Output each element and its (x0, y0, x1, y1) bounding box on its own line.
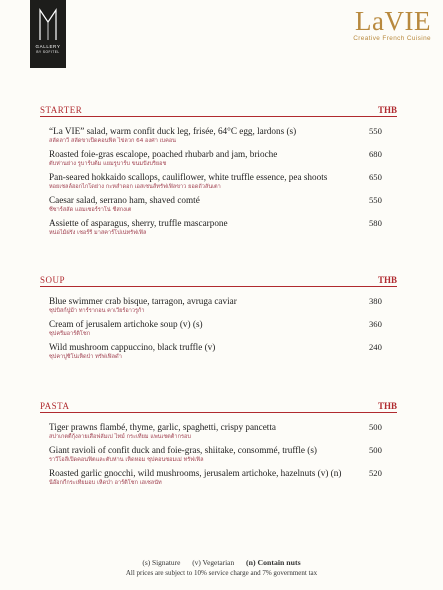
item-name: Caesar salad, serrano ham, shaved comté (49, 195, 200, 205)
item-thai: นีอ๊อกกี้กระเทียมอบ เห็ดป่า อาร์ติโชก เฮเซลนัท (49, 480, 162, 486)
currency-label: THB (377, 105, 397, 115)
item-thai: หน่อไม้ฝรั่ง เชอร์รี่ มาสคาร์โปเน่ทรัฟเฟิล (49, 230, 147, 236)
item-price: 550 (369, 126, 382, 136)
item-thai: ซีซาร์สลัด แฮมเซอร์ราโน่ ชีสกงเต (49, 207, 132, 213)
item-name: Pan-seared hokkaido scallops, cauliflower, white truffle essence, pea shoots (49, 172, 328, 182)
item-thai: ซุปครีมอาร์ติโชก (49, 331, 91, 337)
item-name: Roasted foie-gras escalope, poached rhubarb and jam, brioche (49, 149, 278, 159)
item-thai: ซุปคาปูชิโน่เห็ดป่า ทรัฟเฟิลดำ (49, 354, 122, 360)
logo-line-1: GALLERY (35, 44, 61, 49)
menu-item (40, 172, 397, 183)
menu-item (40, 319, 397, 330)
item-name: Giant ravioli of confit duck and foie-gras, shiitake, consommé, truffle (s) (49, 445, 317, 455)
item-price: 500 (369, 445, 382, 455)
menu-item (40, 195, 397, 206)
section-starter (40, 101, 397, 241)
menu-item (40, 468, 397, 479)
menu-item (40, 342, 397, 353)
menu-item (40, 445, 397, 456)
m-monogram-icon (37, 6, 59, 42)
legend (0, 558, 443, 567)
price-footnote: All prices are subject to 10% service charge and 7% government tax (125, 569, 318, 577)
brand-name-start: La (355, 6, 385, 36)
section-soup (40, 271, 397, 365)
section-header (40, 397, 397, 411)
item-name: Tiger prawns flambé, thyme, garlic, spaghetti, crispy pancetta (49, 422, 276, 432)
brand-name-end: VIE (384, 6, 431, 36)
item-thai: สปาเกตตี้กุ้งลายเสือฟลัมเบ่ ไทม์ กระเทียม แพนเชตต้ากรอบ (49, 434, 191, 440)
item-name: Cream of jerusalem artichoke soup (v) (s) (49, 319, 203, 329)
logo-line-2: BY SOFITEL (36, 50, 60, 54)
item-price: 520 (369, 468, 382, 478)
item-price: 580 (369, 218, 382, 228)
item-name: Assiette of asparagus, sherry, truffle mascarpone (49, 218, 228, 228)
currency-label: THB (377, 401, 397, 411)
menu-item (40, 149, 397, 160)
menu-item (40, 126, 397, 137)
item-price: 650 (369, 172, 382, 182)
section-pasta (40, 397, 397, 491)
item-thai: สลัดลาวี สลัดขาเป็ดคอนฟิต ไข่ลวก 64 องศา เบคอน (49, 138, 177, 144)
item-price: 240 (369, 342, 382, 352)
item-name: “La VIE” salad, warm confit duck leg, frisée, 64°C egg, lardons (s) (49, 126, 297, 136)
menu-item (40, 296, 397, 307)
item-name: Blue swimmer crab bisque, tarragon, avruga caviar (49, 296, 237, 306)
item-name: Wild mushroom cappuccino, black truffle (v) (49, 342, 216, 352)
item-price: 550 (369, 195, 382, 205)
la-vie-logo (353, 8, 431, 42)
section-header (40, 101, 397, 115)
legend-nuts: (n) Contain nuts (246, 558, 301, 567)
item-thai: ซุปบิสก์ปูม้า ทาร์รากอน คาเวียร์อาวรูก้า (49, 308, 145, 314)
item-thai: ตับห่านย่าง รูบาร์บต้ม แยมรูบาร์บ ขนมปังบริยอช (49, 161, 167, 167)
item-price: 360 (369, 319, 382, 329)
section-title: SOUP (40, 275, 66, 285)
item-thai: ราวีโอลี่เป็ดคอนฟิตและตับห่าน เห็ดหอม ซุปคอนซอมเม่ ทรัฟเฟิล (49, 457, 204, 463)
section-title: PASTA (40, 401, 70, 411)
legend-vegetarian: (v) Vegetarian (192, 558, 235, 567)
item-thai: หอยเชลล์ฮอกไกโดย่าง กะหล่ำดอก เอสเซนส์ทรัฟเฟิลขาว ยอดถั่วลันเตา (49, 184, 221, 190)
item-name: Roasted garlic gnocchi, wild mushrooms, jerusalem artichoke, hazelnuts (v) (n) (49, 468, 342, 478)
menu-item (40, 422, 397, 433)
menu-item (40, 218, 397, 229)
currency-label: THB (377, 275, 397, 285)
brand-name (353, 8, 431, 34)
item-price: 380 (369, 296, 382, 306)
brand-tagline: Creative French Cuisine (353, 35, 431, 42)
item-price: 500 (369, 422, 382, 432)
item-price: 680 (369, 149, 382, 159)
gallery-logo (30, 0, 66, 68)
section-header (40, 271, 397, 285)
legend-signature: (s) Signature (142, 558, 181, 567)
section-title: STARTER (40, 105, 83, 115)
